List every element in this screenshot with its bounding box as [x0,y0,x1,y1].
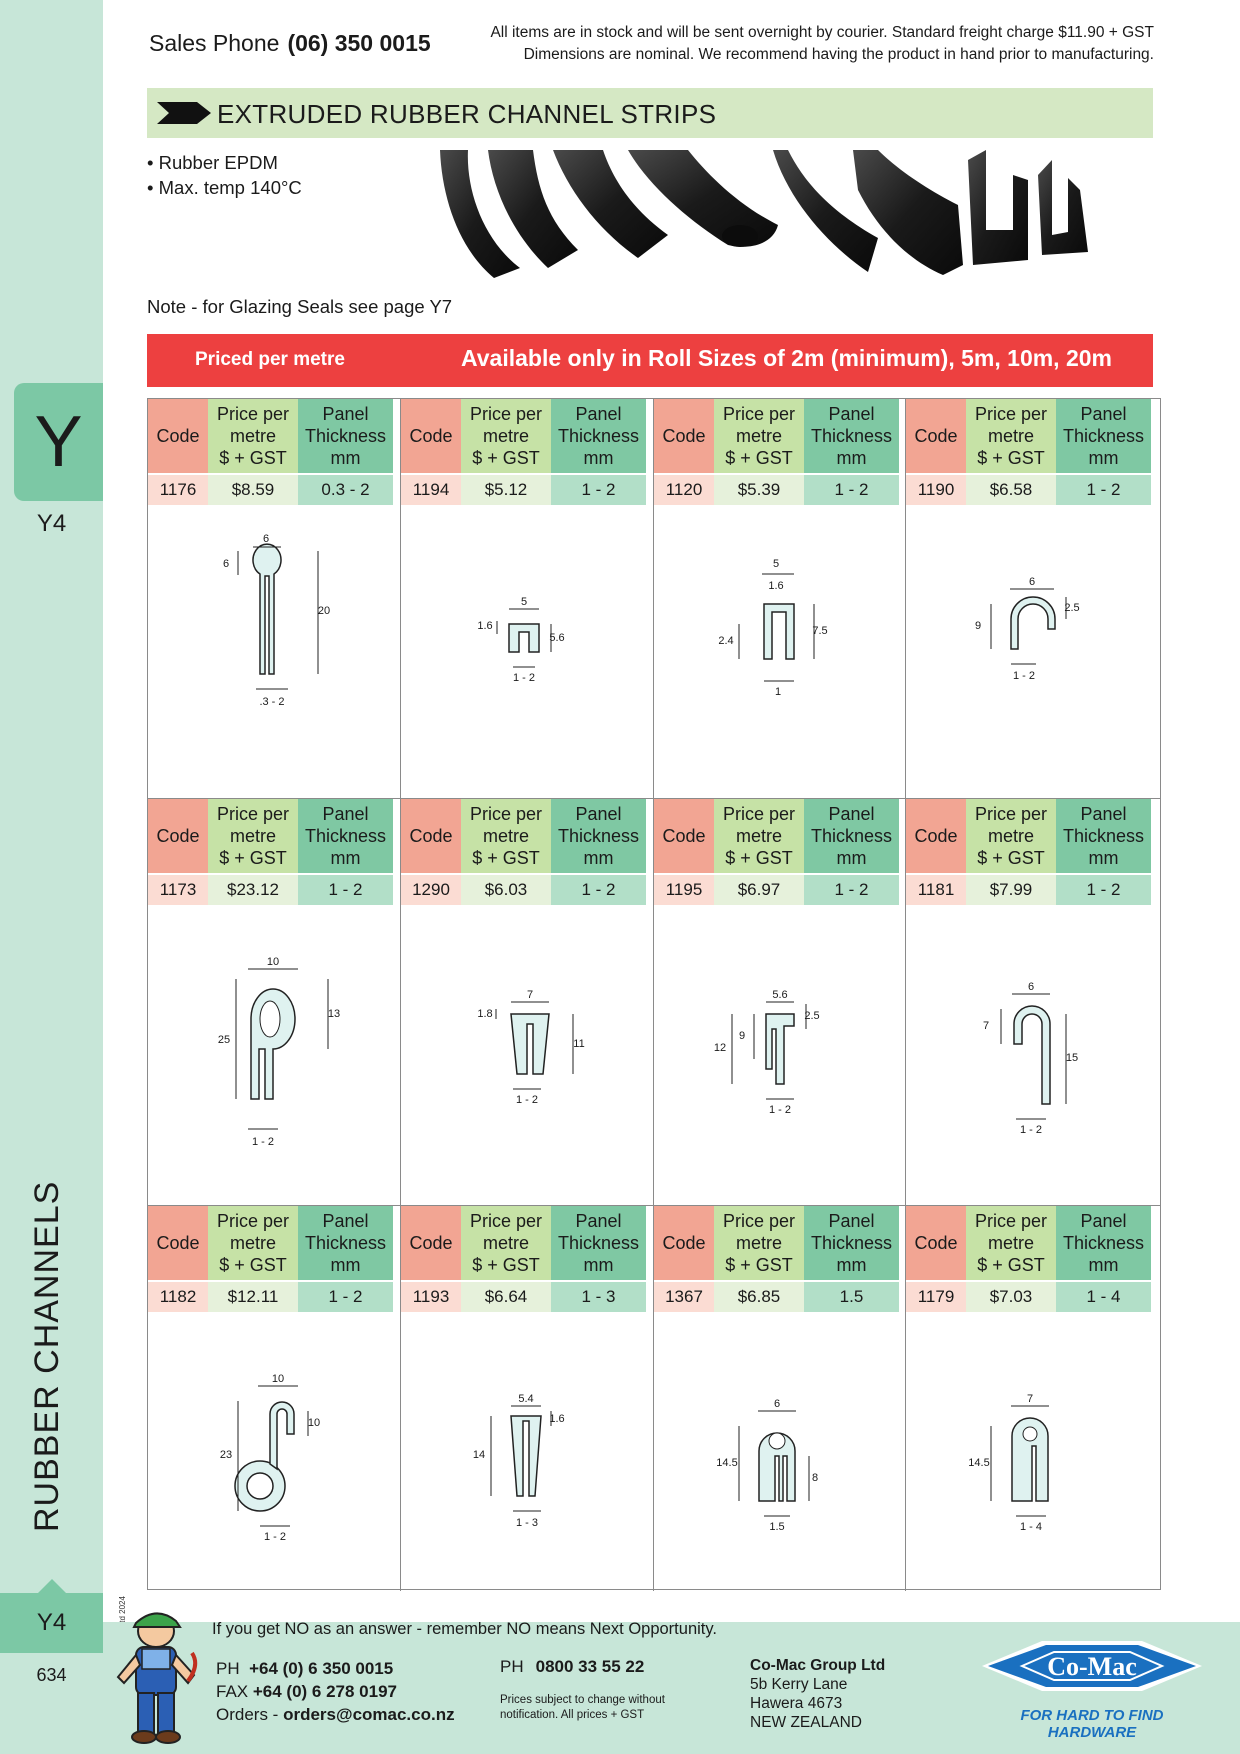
price-header-line: Price per [974,804,1048,824]
product-grid [147,398,1161,1590]
profile-shape [732,1002,806,1099]
panel-thickness-header [298,799,393,873]
dimension-label: 23 [219,1449,233,1461]
product-price: $6.97 [714,875,804,905]
panel-thickness-header [804,399,899,473]
panel-header-line: Thickness [304,826,387,846]
product-cell[interactable] [401,799,654,1206]
panel-thickness: 1 - 2 [804,875,899,905]
panel-header-line: Panel [1080,1211,1127,1231]
dimension-label: 7 [526,989,534,1001]
dimension-label: 1 [774,686,782,698]
profile-diagram [148,1316,400,1585]
product-code[interactable]: 1179 [906,1282,966,1312]
code-header: Code [401,799,461,873]
price-header-line: Price per [216,404,290,424]
panel-thickness-header [804,799,899,873]
panel-thickness: 1 - 4 [1056,1282,1151,1312]
product-cell[interactable] [401,1206,654,1591]
panel-thickness: 1 - 2 [1056,475,1151,505]
sales-phone-label: Sales Phone [149,30,280,56]
dimension-label: 1.6 [477,620,493,632]
dimension-label: 9 [738,1030,746,1042]
price-header-line: $ + GST [725,848,793,868]
product-price: $5.39 [714,475,804,505]
price-header [714,1206,804,1280]
comac-logo[interactable] [982,1633,1202,1703]
price-header-line: $ + GST [977,448,1045,468]
price-header-line: metre [735,426,782,446]
panel-header-line: mm [583,448,614,468]
product-cell[interactable] [906,799,1160,1206]
panel-header-line: mm [583,848,614,868]
panel-header-line: Panel [322,804,369,824]
fax-label: FAX [216,1682,249,1701]
arrow-icon [157,102,211,124]
code-header: Code [906,399,966,473]
footer-tab-notch [38,1579,66,1593]
product-code[interactable]: 1173 [148,875,208,905]
dimension-label: 10 [271,1373,285,1385]
panel-thickness: 1 - 2 [804,475,899,505]
panel-header-line: Thickness [1062,826,1145,846]
dimension-label: 8 [811,1472,819,1484]
panel-header-line: Panel [1080,804,1127,824]
price-header-line: Price per [469,404,543,424]
product-price: $23.12 [208,875,298,905]
company-name: Co-Mac Group Ltd [750,1657,886,1674]
dimension-label: 5.6 [772,989,788,1001]
dimension-label: 6 [773,1398,781,1410]
product-price: $6.03 [461,875,551,905]
panel-thickness-header [1056,399,1151,473]
price-header [714,399,804,473]
product-price: $7.99 [966,875,1056,905]
price-header [208,799,298,873]
panel-header-line: Panel [575,404,622,424]
price-header-line: Price per [974,1211,1048,1231]
product-cell[interactable] [148,399,401,799]
profile-shape [491,1406,551,1511]
code-header: Code [906,799,966,873]
product-cell[interactable] [906,1206,1160,1591]
dimension-label: 1 - 2 [1012,670,1036,682]
price-header-line: $ + GST [725,448,793,468]
price-header-line: metre [482,826,529,846]
price-header-line: metre [482,1233,529,1253]
product-cell[interactable] [654,1206,906,1591]
header-note [394,22,1154,66]
roll-sizes: Available only in Roll Sizes of 2m (minimum), 5m, 10m, 20m [461,345,1112,371]
price-header-line: $ + GST [725,1255,793,1275]
profile-shape [991,1406,1049,1516]
profile-shape [497,609,551,667]
product-price: $6.58 [966,475,1056,505]
dimension-label: 14.5 [968,1457,990,1469]
price-header [966,799,1056,873]
price-header [461,399,551,473]
price-header-line: $ + GST [977,848,1045,868]
dimension-label: 1.6 [549,1413,565,1425]
price-header-line: $ + GST [472,1255,540,1275]
code-header: Code [654,799,714,873]
panel-header-line: Thickness [557,826,640,846]
dimension-label: 1 - 2 [1019,1124,1043,1136]
price-header-line: metre [229,1233,276,1253]
panel-thickness: 1.5 [804,1282,899,1312]
panel-header-line: mm [1088,1255,1119,1275]
panel-thickness: 1 - 3 [551,1282,646,1312]
panel-header-line: mm [330,448,361,468]
product-code[interactable]: 1181 [906,875,966,905]
dimension-label: 6 [262,533,270,545]
product-cell[interactable] [401,399,654,799]
panel-header-line: mm [330,1255,361,1275]
address-line: 5b Kerry Lane [750,1676,848,1693]
price-header [966,399,1056,473]
code-header: Code [148,1206,208,1280]
dimension-label: 1 - 2 [512,672,536,684]
price-header [208,399,298,473]
product-code[interactable]: 1195 [654,875,714,905]
panel-header-line: Thickness [304,426,387,446]
dimension-label: 5 [772,558,780,570]
dimension-label: 6 [1028,576,1036,588]
price-header-line: $ + GST [219,848,287,868]
price-header-line: Price per [469,804,543,824]
panel-header-line: Thickness [1062,1233,1145,1253]
price-header-line: $ + GST [472,848,540,868]
ph-label: PH [216,1659,240,1678]
price-header-line: $ + GST [977,1255,1045,1275]
dimension-label: 1 - 4 [1019,1521,1043,1533]
dimension-label: 1 - 2 [251,1136,275,1148]
dimension-label: 2.4 [718,635,734,647]
dimension-label: 1 - 2 [263,1531,287,1543]
glazing-seals-note: Note - for Glazing Seals see page Y7 [147,296,453,317]
profile-diagram [401,909,653,1200]
company-address [750,1656,885,1732]
price-header [461,799,551,873]
dimension-label: .3 - 2 [259,696,285,708]
product-code[interactable]: 1194 [401,475,461,505]
profile-diagram [654,1316,906,1585]
panel-header-line: Panel [1080,404,1127,424]
dimension-label: 12 [713,1042,727,1054]
dimension-label: 5.4 [518,1393,534,1405]
product-code[interactable]: 1290 [401,875,461,905]
product-cell[interactable] [654,399,906,799]
panel-header-line: Panel [322,1211,369,1231]
spec-temperature: • Max. temp 140°C [147,177,302,198]
logo-text: Co-Mac [1047,1652,1137,1681]
dimension-label: 5 [520,596,528,608]
mascot-illustration [112,1605,202,1750]
panel-thickness-header [1056,799,1151,873]
panel-thickness: 1 - 2 [298,875,393,905]
freephone-label: PH [500,1657,524,1676]
panel-thickness-header [1056,1206,1151,1280]
profile-shape [739,1411,809,1516]
price-header-line: Price per [722,804,796,824]
panel-header-line: mm [330,848,361,868]
price-header [714,799,804,873]
product-code[interactable]: 1182 [148,1282,208,1312]
panel-thickness: 0.3 - 2 [298,475,393,505]
product-cell[interactable] [654,799,906,1206]
dimension-label: 6 [1027,981,1035,993]
contact-block [216,1657,455,1726]
price-header-line: metre [482,426,529,446]
freight-note: All items are in stock and will be sent overnight by courier. Standard freight charge $11.90 + GST [490,24,1154,41]
section-banner [147,88,1153,138]
product-price: $5.12 [461,475,551,505]
dimension-label: 7 [1026,1393,1034,1405]
product-cell[interactable] [148,1206,401,1591]
panel-thickness-header [298,399,393,473]
profile-diagram [906,909,1158,1200]
product-cell[interactable] [906,399,1160,799]
profile-shape [238,544,318,689]
page-number: 634 [36,1665,67,1685]
panel-thickness: 1 - 2 [551,875,646,905]
product-code[interactable]: 1367 [654,1282,714,1312]
panel-header-line: Panel [322,404,369,424]
footer-section-code: Y4 [0,1593,103,1653]
code-header: Code [148,799,208,873]
price-header-line: metre [229,426,276,446]
code-header: Code [401,399,461,473]
dimension-label: 1.5 [769,1521,785,1533]
phone-number[interactable]: +64 (0) 6 350 0015 [249,1659,394,1678]
dimension-label: 2.5 [804,1010,820,1022]
profile-diagram [401,509,653,793]
dimension-label: 25 [217,1034,231,1046]
freephone [500,1657,644,1677]
panel-header-line: Thickness [810,426,893,446]
profile-diagram [654,509,906,793]
profile-shape [991,589,1066,664]
spec-material: • Rubber EPDM [147,152,278,173]
panel-header-line: Thickness [304,1233,387,1253]
panel-header-line: Thickness [810,1233,893,1253]
address-line: Hawera 4673 [750,1695,843,1712]
section-tab[interactable]: Y [14,383,103,501]
dimension-label: 1 - 2 [768,1104,792,1116]
dimensions-note: Dimensions are nominal. We recommend having the product in hand prior to manufacturing. [523,46,1154,63]
panel-header-line: Panel [575,804,622,824]
dimension-label: 5.6 [549,632,565,644]
address-line: NEW ZEALAND [750,1714,862,1731]
code-header: Code [906,1206,966,1280]
section-title: EXTRUDED RUBBER CHANNEL STRIPS [217,99,717,129]
price-header-line: Price per [722,1211,796,1231]
code-header: Code [654,1206,714,1280]
profile-diagram [148,909,400,1200]
panel-header-line: Thickness [557,1233,640,1253]
panel-header-line: Thickness [1062,426,1145,446]
panel-header-line: mm [583,1255,614,1275]
panel-header-line: mm [1088,848,1119,868]
dimension-label: 1.6 [768,580,784,592]
price-header-line: metre [735,826,782,846]
profile-diagram [654,909,906,1200]
panel-thickness-header [551,399,646,473]
panel-header-line: mm [1088,448,1119,468]
dimension-label: 2.5 [1064,602,1080,614]
profile-diagram [906,509,1158,793]
panel-header-line: mm [836,848,867,868]
panel-header-line: mm [836,1255,867,1275]
product-price: $6.85 [714,1282,804,1312]
profile-shape [1001,994,1066,1119]
orders-label: Orders - [216,1705,279,1724]
panel-header-line: Panel [828,1211,875,1231]
prices-note: Prices subject to change without notification. All prices + GST [500,1694,665,1721]
price-header-line: metre [229,826,276,846]
price-header-line: Price per [216,1211,290,1231]
panel-thickness-header [551,1206,646,1280]
product-code[interactable]: 1176 [148,475,208,505]
dimension-label: 1 - 2 [515,1094,539,1106]
product-price: $7.03 [966,1282,1056,1312]
profile-diagram [148,509,400,793]
dimension-label: 11 [573,1038,585,1050]
orders-email[interactable]: orders@comac.co.nz [283,1705,455,1724]
dimension-label: 15 [1065,1052,1079,1064]
profile-shape [236,969,328,1129]
fax-number: +64 (0) 6 278 0197 [252,1682,398,1701]
priced-per-metre: Priced per metre [195,349,345,370]
price-header-line: $ + GST [219,448,287,468]
dimension-label: 10 [307,1417,321,1429]
panel-thickness: 1 - 2 [551,475,646,505]
product-code[interactable]: 1193 [401,1282,461,1312]
product-price: $6.64 [461,1282,551,1312]
dimension-label: 7 [982,1020,990,1032]
price-header-line: metre [987,826,1034,846]
dimension-label: 13 [327,1008,341,1020]
product-price: $12.11 [208,1282,298,1312]
profile-diagram [906,1316,1158,1585]
price-header [461,1206,551,1280]
product-photo [438,150,1108,285]
panel-header-line: Thickness [557,426,640,446]
section-code: Y4 [36,510,67,537]
motto: If you get NO as an answer - remember NO means Next Opportunity. [212,1620,717,1638]
product-code[interactable]: 1190 [906,475,966,505]
price-header [966,1206,1056,1280]
panel-header-line: mm [836,448,867,468]
dimension-label: 9 [974,620,982,632]
dimension-label: 14 [472,1449,486,1461]
spec-list [147,150,302,200]
sales-phone-number[interactable]: (06) 350 0015 [287,30,431,56]
panel-header-line: Panel [828,804,875,824]
code-header: Code [148,399,208,473]
vertical-section-title: RUBBER CHANNELS [28,1180,66,1532]
sales-phone [149,30,431,57]
pricing-bar [147,334,1153,387]
dimension-label: 1 - 3 [515,1517,539,1529]
panel-header-line: Panel [828,404,875,424]
price-header-line: metre [987,1233,1034,1253]
dimension-label: 14.5 [716,1457,738,1469]
price-header-line: $ + GST [219,1255,287,1275]
code-header: Code [654,399,714,473]
price-header-line: metre [735,1233,782,1253]
product-price: $8.59 [208,475,298,505]
dimension-label: 6 [222,558,230,570]
product-cell[interactable] [148,799,401,1206]
dimension-label: 1.8 [477,1008,493,1020]
profile-shape [496,1002,573,1089]
profile-shape [235,1386,308,1526]
price-header-line: Price per [974,404,1048,424]
panel-thickness-header [551,799,646,873]
code-header: Code [401,1206,461,1280]
panel-header-line: Thickness [810,826,893,846]
dimension-label: 20 [317,605,331,617]
freephone-number[interactable]: 0800 33 55 22 [535,1657,645,1676]
price-header-line: Price per [216,804,290,824]
panel-thickness: 1 - 2 [1056,875,1151,905]
panel-thickness-header [298,1206,393,1280]
price-header-line: metre [987,426,1034,446]
panel-thickness: 1 - 2 [298,1282,393,1312]
panel-header-line: Panel [575,1211,622,1231]
product-code[interactable]: 1120 [654,475,714,505]
price-header-line: Price per [722,404,796,424]
dimension-label: 10 [266,956,280,968]
tagline: FOR HARD TO FIND HARDWARE [1020,1707,1164,1741]
dimension-label: 7.5 [812,625,828,637]
price-header-line: Price per [469,1211,543,1231]
price-header [208,1206,298,1280]
panel-thickness-header [804,1206,899,1280]
profile-diagram [401,1316,653,1585]
price-header-line: $ + GST [472,448,540,468]
